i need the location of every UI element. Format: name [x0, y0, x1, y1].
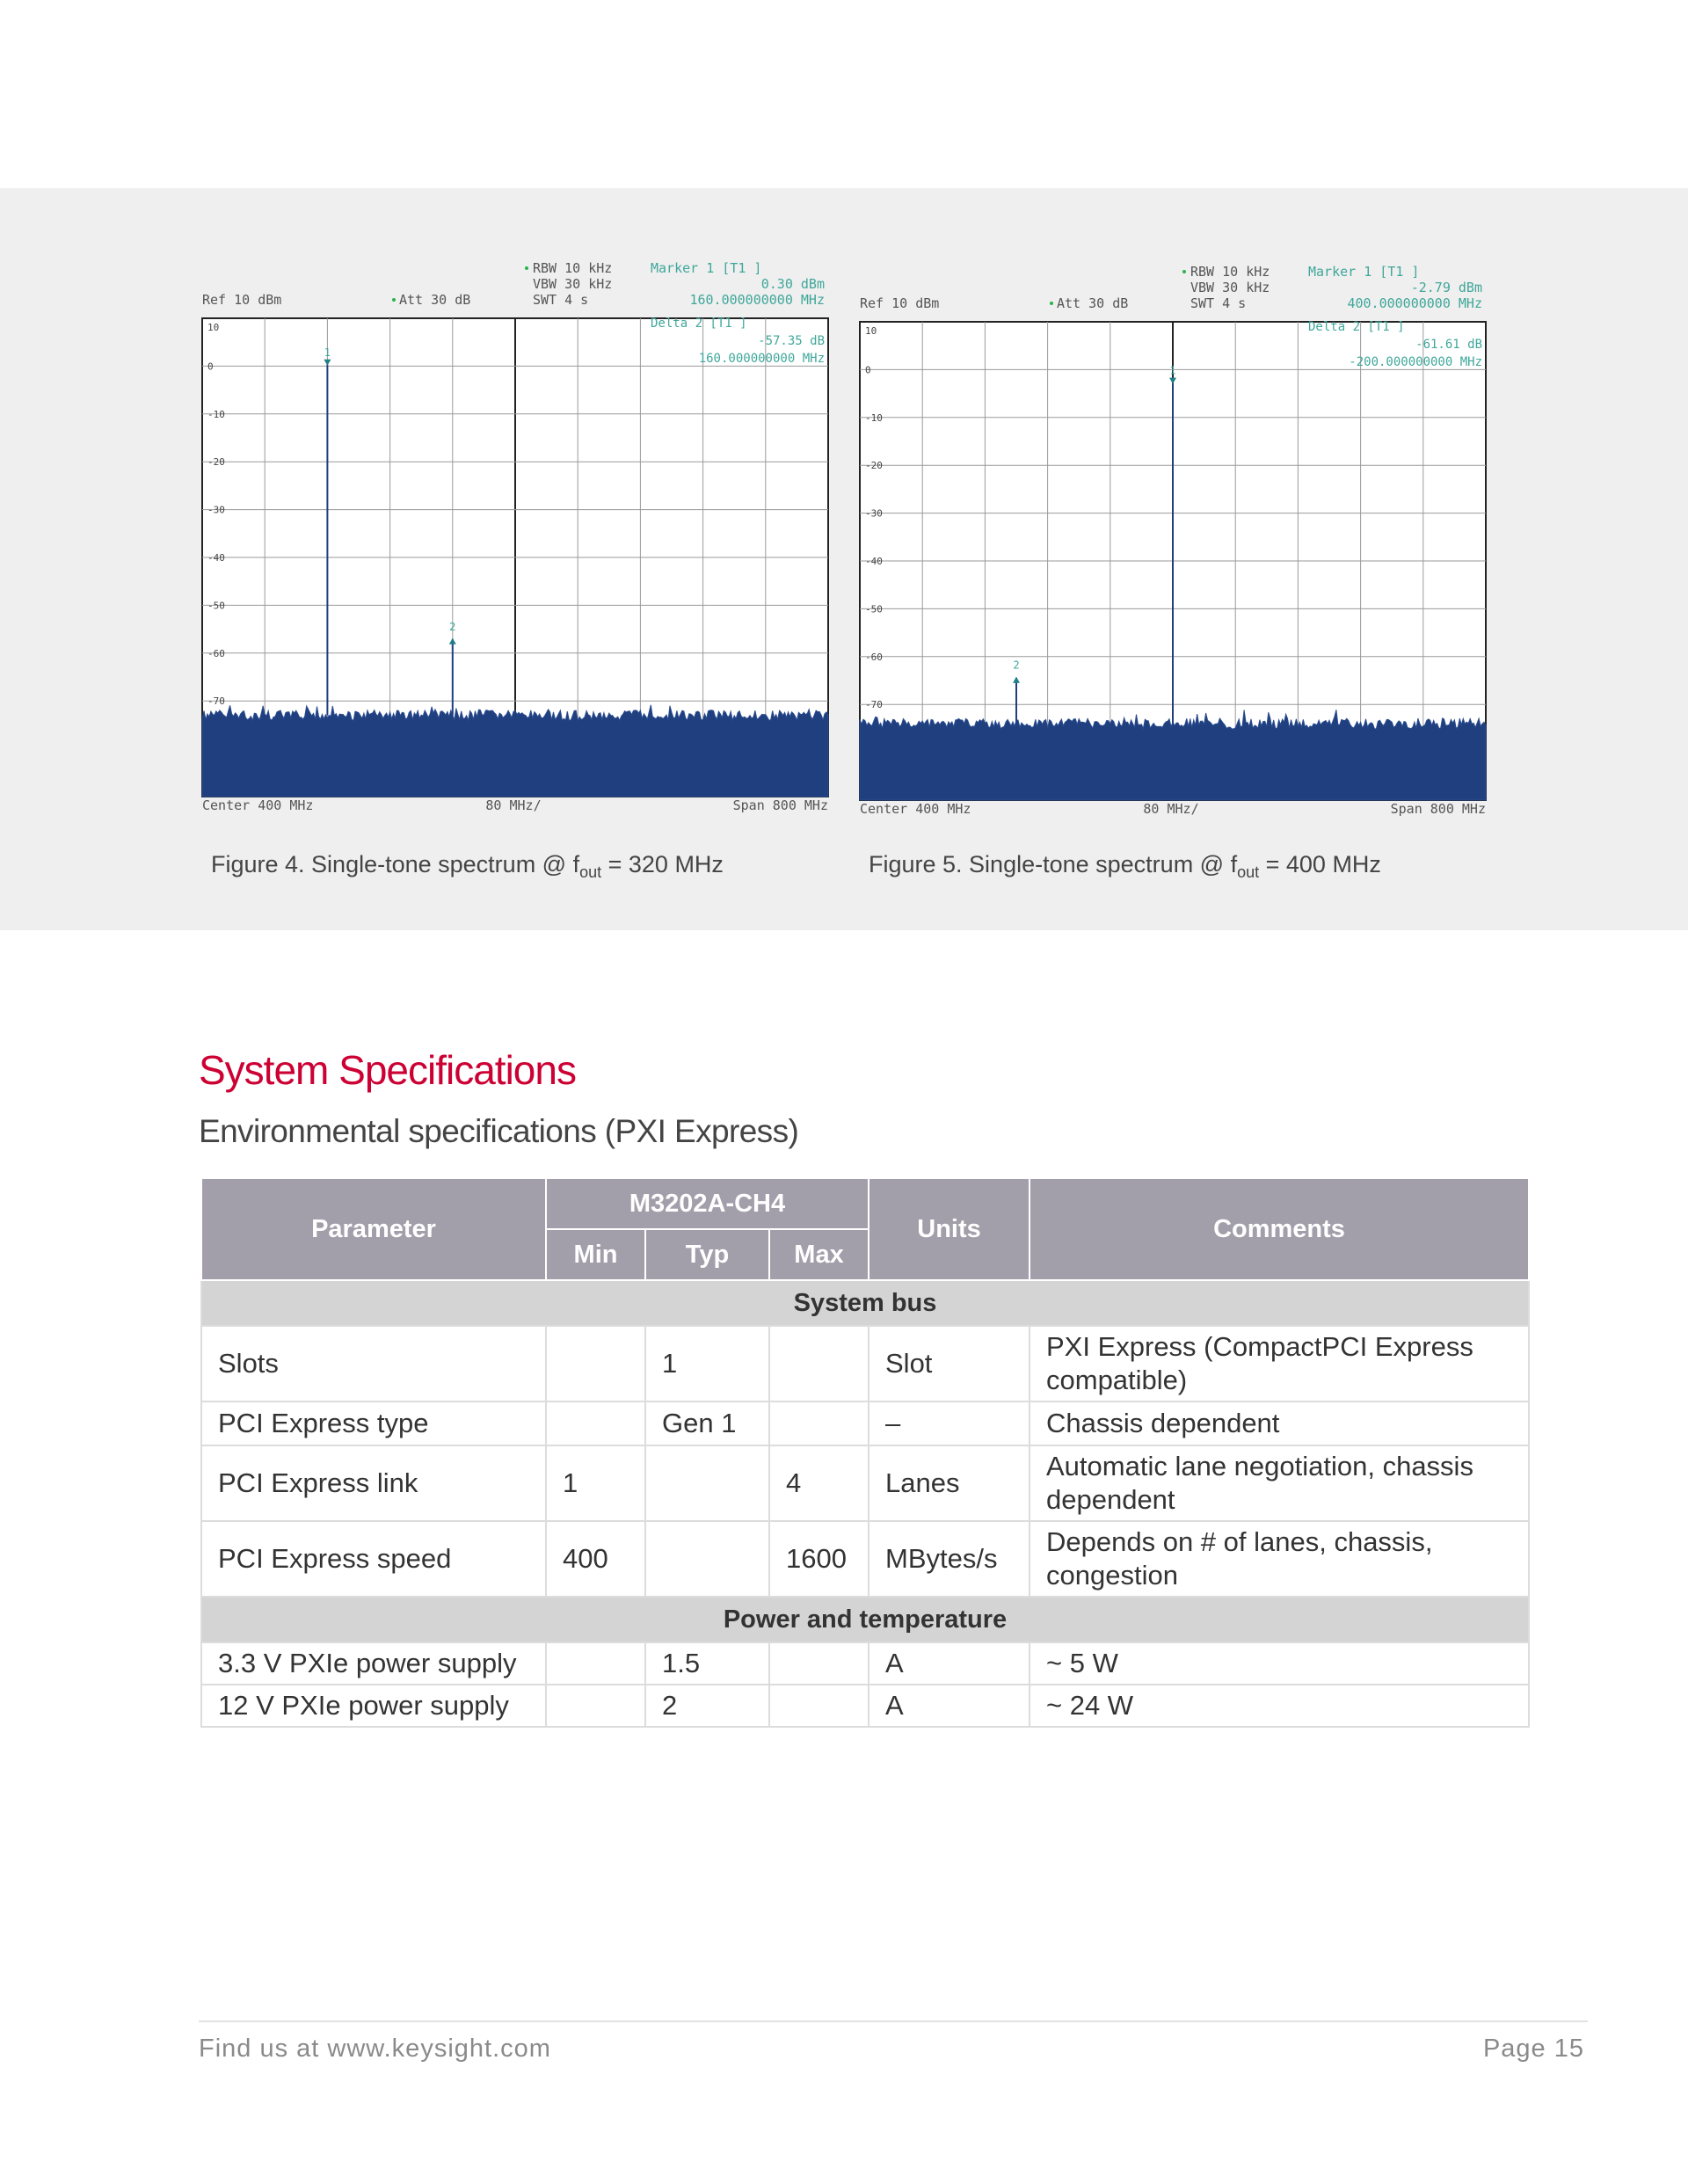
cell-typ: 2	[645, 1685, 769, 1727]
delta-label-text: Delta 2 [T1 ]	[1308, 320, 1405, 334]
cell-typ: 1	[645, 1326, 769, 1401]
footer-website: Find us at www.keysight.com	[199, 2035, 551, 2063]
cell-units: MBytes/s	[869, 1521, 1030, 1597]
y-tick-label: -40	[207, 552, 225, 564]
subsection-title: Environmental specifications (PXI Express)	[199, 1113, 799, 1149]
cell-max: 1600	[769, 1521, 869, 1597]
vbw-text: VBW 30 kHz	[533, 276, 613, 292]
sweep-time-text: SWT 4 s	[533, 292, 589, 308]
delta-label-text: Delta 2 [T1 ]	[651, 317, 747, 331]
cell-comments: Chassis dependent	[1030, 1401, 1529, 1445]
rbw-text: RBW 10 kHz	[533, 260, 613, 276]
header-min: Min	[546, 1229, 645, 1280]
y-tick-label: 10	[207, 322, 220, 333]
cell-max	[769, 1401, 869, 1445]
y-tick-label: -20	[865, 460, 883, 472]
noise-floor-trace	[202, 705, 828, 797]
plot-area-2	[860, 322, 1486, 800]
att-indicator-dot	[1050, 302, 1053, 305]
footer-page-number: Page 15	[1482, 2035, 1584, 2063]
attenuation-text: Att 30 dB	[399, 292, 471, 308]
cell-comments: ~ 5 W	[1030, 1642, 1529, 1685]
cell-min: 1	[546, 1445, 645, 1521]
cell-comments: Depends on # of lanes, chassis, congestion	[1030, 1521, 1529, 1597]
y-tick-label: -30	[207, 504, 225, 516]
cell-typ	[645, 1445, 769, 1521]
delta-frequency-text: -200.000000000 MHz	[1349, 355, 1482, 369]
cell-units: –	[869, 1401, 1030, 1445]
vbw-text: VBW 30 kHz	[1190, 280, 1270, 295]
section-title: System Specifications	[199, 1047, 576, 1093]
center-frequency-text: Center 400 MHz	[202, 797, 314, 813]
spectrum-analyzer-figure-4	[195, 255, 863, 870]
cell-parameter: PCI Express type	[201, 1401, 546, 1445]
cell-comments: ~ 24 W	[1030, 1685, 1529, 1727]
header-units: Units	[869, 1178, 1030, 1280]
table-row	[201, 1685, 1529, 1727]
cell-max: 4	[769, 1445, 869, 1521]
caption-subscript: out	[1237, 863, 1260, 881]
rbw-indicator-dot	[525, 266, 528, 270]
header-typ: Typ	[645, 1229, 769, 1280]
y-tick-label: -60	[207, 647, 225, 659]
cell-typ: 1.5	[645, 1642, 769, 1685]
cell-comments: PXI Express (CompactPCI Express compatible)	[1030, 1326, 1529, 1401]
table-row	[201, 1521, 1529, 1597]
y-tick-label: -70	[865, 699, 883, 711]
y-tick-label: -50	[865, 603, 883, 615]
group-row	[201, 1280, 1529, 1326]
y-tick-label: -10	[865, 411, 883, 424]
cell-min	[546, 1401, 645, 1445]
delta-value-text: -61.61 dB	[1415, 338, 1482, 352]
figure-5-caption	[869, 851, 1381, 882]
footer-divider	[199, 2020, 1588, 2022]
spectrum-plot-1	[195, 255, 863, 826]
cell-units: Lanes	[869, 1445, 1030, 1521]
marker-value-text: -2.79 dBm	[1410, 280, 1482, 295]
sweep-time-text: SWT 4 s	[1190, 295, 1247, 311]
center-frequency-text: Center 400 MHz	[860, 801, 971, 817]
delta-frequency-text: 160.000000000 MHz	[698, 352, 825, 366]
cell-min	[546, 1642, 645, 1685]
y-tick-label: -60	[865, 651, 883, 663]
marker-number-label: 2	[449, 620, 456, 633]
cell-parameter: PCI Express speed	[201, 1521, 546, 1597]
caption-prefix: Figure 4. Single-tone spectrum @ f	[211, 851, 580, 877]
marker-frequency-text: 400.000000000 MHz	[1347, 295, 1482, 311]
cell-max	[769, 1642, 869, 1685]
cell-min: 400	[546, 1521, 645, 1597]
y-tick-label: 0	[207, 360, 214, 373]
division-text: 80 MHz/	[1143, 801, 1199, 817]
header-model: M3202A-CH4	[546, 1178, 869, 1229]
figure-4-caption	[211, 851, 724, 882]
marker-frequency-text: 160.000000000 MHz	[689, 292, 825, 308]
table-row	[201, 1401, 1529, 1445]
marker-number-label: 2	[1013, 659, 1020, 672]
caption-suffix: = 400 MHz	[1259, 851, 1381, 877]
cell-units: A	[869, 1642, 1030, 1685]
spectrum-plot-2	[853, 255, 1521, 826]
header-max: Max	[769, 1229, 869, 1280]
cell-units: Slot	[869, 1326, 1030, 1401]
marker-number-label: 1	[1169, 364, 1176, 377]
span-text: Span 800 MHz	[732, 797, 828, 813]
table-row	[201, 1445, 1529, 1521]
att-indicator-dot	[392, 298, 396, 302]
cell-parameter: 12 V PXIe power supply	[201, 1685, 546, 1727]
y-tick-label: 10	[865, 325, 877, 337]
span-text: Span 800 MHz	[1390, 801, 1486, 817]
group-row	[201, 1597, 1529, 1642]
cell-typ: Gen 1	[645, 1401, 769, 1445]
division-text: 80 MHz/	[485, 797, 542, 813]
caption-prefix: Figure 5. Single-tone spectrum @ f	[869, 851, 1238, 877]
cell-min	[546, 1326, 645, 1401]
cell-typ	[645, 1521, 769, 1597]
spectrum-analyzer-figure-5	[853, 255, 1521, 870]
y-tick-label: -40	[865, 556, 883, 567]
caption-suffix: = 320 MHz	[601, 851, 724, 877]
plot-area-1	[202, 318, 828, 797]
y-tick-label: -20	[207, 456, 225, 469]
y-tick-label: -50	[207, 600, 225, 612]
y-tick-label: -10	[207, 408, 225, 420]
table-row	[201, 1326, 1529, 1401]
marker-number-label: 1	[324, 346, 331, 359]
cell-max	[769, 1685, 869, 1727]
ref-level-text: Ref 10 dBm	[202, 292, 282, 308]
marker-label-text: Marker 1 [T1 ]	[651, 260, 762, 276]
ref-level-text: Ref 10 dBm	[860, 295, 940, 311]
caption-subscript: out	[579, 863, 602, 881]
header-comments: Comments	[1030, 1178, 1529, 1280]
header-parameter: Parameter	[201, 1178, 546, 1280]
y-tick-label: -30	[865, 507, 883, 520]
marker-label-text: Marker 1 [T1 ]	[1308, 264, 1420, 280]
table-row	[201, 1642, 1529, 1685]
cell-units: A	[869, 1685, 1030, 1727]
group-title-power-temperature: Power and temperature	[201, 1597, 1529, 1642]
cell-comments: Automatic lane negotiation, chassis dependent	[1030, 1445, 1529, 1521]
marker-value-text: 0.30 dBm	[760, 276, 825, 292]
cell-parameter: 3.3 V PXIe power supply	[201, 1642, 546, 1685]
delta-value-text: -57.35 dB	[758, 334, 825, 348]
y-tick-label: 0	[865, 364, 871, 376]
rbw-text: RBW 10 kHz	[1190, 264, 1270, 280]
cell-parameter: PCI Express link	[201, 1445, 546, 1521]
rbw-indicator-dot	[1182, 270, 1186, 273]
y-tick-label: -70	[207, 695, 225, 708]
group-title-system-bus: System bus	[201, 1280, 1529, 1326]
attenuation-text: Att 30 dB	[1057, 295, 1129, 311]
environmental-spec-table	[200, 1177, 1530, 1728]
cell-min	[546, 1685, 645, 1727]
cell-max	[769, 1326, 869, 1401]
cell-parameter: Slots	[201, 1326, 546, 1401]
